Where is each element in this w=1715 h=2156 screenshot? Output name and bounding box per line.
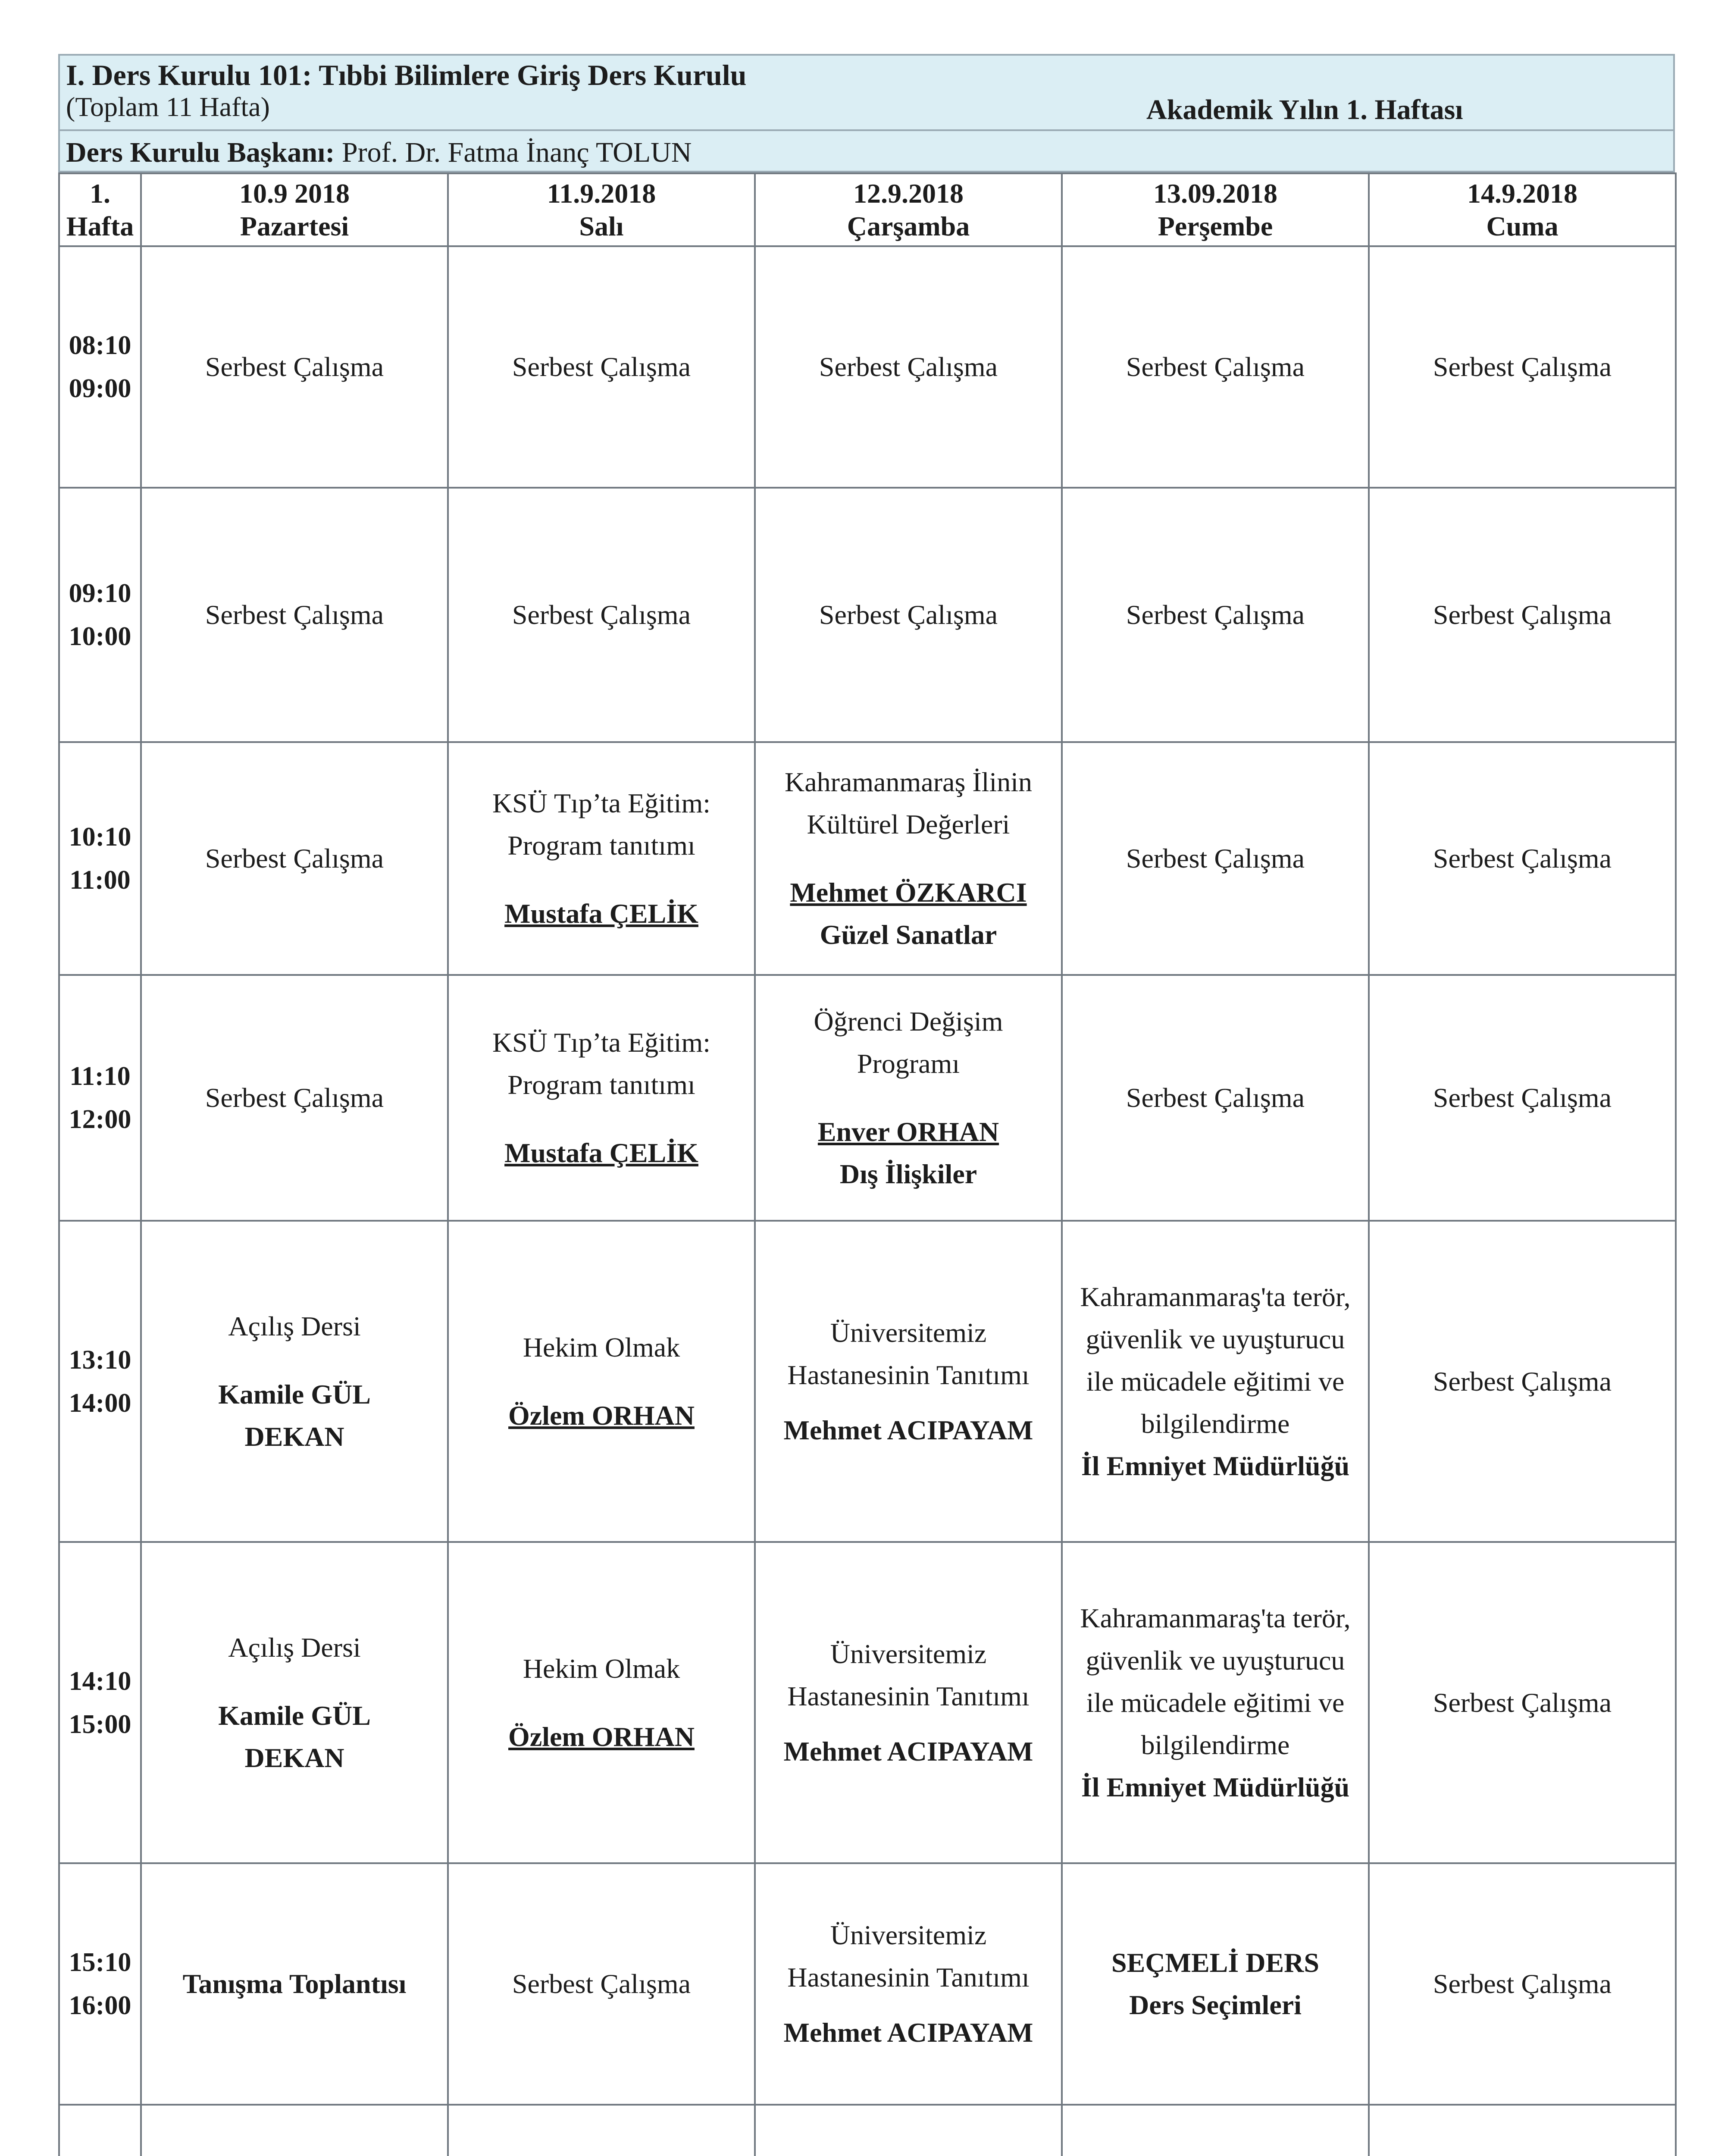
instructor-name: Mehmet ÖZKARCI [790,877,1027,908]
bold-line: SEÇMELİ DERS [1111,1947,1319,1978]
chair-line [66,136,692,169]
activity-line: güvenlik ve uyuşturucu [1086,1323,1345,1354]
activity-line: Serbest Çalışma [1433,843,1612,874]
schedule-cell [755,1863,1062,2105]
activity-line: Program tanıtımı [507,830,695,861]
bold-line: DEKAN [244,1421,344,1452]
activity-line: Serbest Çalışma [205,1082,384,1113]
time-slot [59,975,141,1221]
schedule-cell [448,246,755,488]
activity-line: Serbest Çalışma [1433,1082,1612,1113]
activity-line: Serbest Çalışma [205,599,384,630]
schedule-cell [448,1542,755,1863]
activity-line: Programı [857,1048,960,1079]
instructor-name: Mustafa ÇELİK [504,898,698,929]
schedule-cell [1369,488,1676,742]
slot-start: 08:10 [69,331,131,360]
activity-line: Üniversitemiz [830,1920,987,1950]
activity-line: Hekim Olmak [523,1332,680,1363]
slot-end: 16:00 [69,1991,131,2020]
activity-line: Hekim Olmak [523,1653,680,1684]
schedule-cell [755,2105,1062,2156]
department-name: Güzel Sanatlar [820,919,997,950]
schedule-cell [755,1221,1062,1542]
instructor-name: Enver ORHAN [817,1116,999,1147]
slot-end: 11:00 [69,865,131,895]
slot-end: 14:00 [69,1388,131,1418]
day-header-wednesday [755,173,1062,246]
time-slot-row [59,975,1676,1221]
activity-line: Kahramanmaraş İlinin [785,767,1032,797]
department-name: Dış İlişkiler [839,1159,977,1189]
schedule-cell [755,975,1062,1221]
cell-spacer [756,846,1061,871]
schedule-cell [1369,2105,1676,2156]
schedule-cell [448,488,755,742]
day-header-tuesday [448,173,755,246]
instructor-name: Özlem ORHAN [508,1721,695,1752]
slot-end: 12:00 [69,1105,131,1134]
slot-start: 13:10 [69,1345,131,1375]
day-header-thursday [1062,173,1369,246]
cell-spacer [142,1669,447,1695]
instructor-name: Özlem ORHAN [508,1400,695,1431]
activity-line: Hastanesinin Tanıtımı [787,1359,1030,1390]
slot-end: 09:00 [69,374,131,403]
time-slot-row [59,1221,1676,1542]
cell-spacer [756,1085,1061,1111]
schedule-cell [141,1542,448,1863]
schedule-cell [141,742,448,975]
time-slot [59,2105,141,2156]
schedule-cell [141,2105,448,2156]
activity-line: Program tanıtımı [507,1069,695,1100]
schedule-cell [1369,246,1676,488]
schedule-cell [755,246,1062,488]
cell-spacer [449,1369,754,1395]
schedule-cell [141,1863,448,2105]
bold-line: Mehmet ACIPAYAM [783,2017,1033,2048]
activity-line: Kahramanmaraş'ta terör, [1080,1602,1351,1633]
instructor-name: Mustafa ÇELİK [504,1138,698,1168]
activity-line: Serbest Çalışma [512,351,691,382]
schedule-cell [448,1221,755,1542]
schedule-cell [755,1542,1062,1863]
cell-spacer [756,1396,1061,1409]
bold-line: DEKAN [244,1742,344,1773]
activity-line: Açılış Dersi [228,1632,361,1663]
activity-line: Serbest Çalışma [1433,1687,1612,1718]
time-slot-row [59,2105,1676,2156]
activity-line: Serbest Çalışma [1433,1968,1612,1999]
schedule-cell [1062,1221,1369,1542]
slot-start: 09:10 [69,579,131,608]
activity-line: Kahramanmaraş'ta terör, [1080,1281,1351,1312]
day-name: Çarşamba [847,210,970,241]
activity-line: bilgilendirme [1141,1408,1290,1439]
schedule-cell [1369,1542,1676,1863]
schedule-cell [141,488,448,742]
activity-line: KSÜ Tıp’ta Eğitim: [492,1027,711,1058]
schedule-cell [1062,246,1369,488]
weekly-schedule-table [58,172,1677,2156]
schedule-cell [1062,488,1369,742]
activity-line: Serbest Çalışma [1126,1082,1305,1113]
time-slot-row [59,246,1676,488]
cell-spacer [756,1717,1061,1730]
activity-line: Serbest Çalışma [205,351,384,382]
bold-line: İl Emniyet Müdürlüğü [1081,1450,1350,1481]
activity-line: Serbest Çalışma [1433,1366,1612,1397]
day-name: Perşembe [1158,210,1273,241]
day-name: Cuma [1486,210,1559,241]
activity-line: Serbest Çalışma [1126,843,1305,874]
time-slot-row [59,742,1676,975]
chair-label: Ders Kurulu Başkanı: [66,137,335,168]
schedule-cell [141,1221,448,1542]
schedule-cell [1369,742,1676,975]
time-slot [59,488,141,742]
day-date: 11.9.2018 [547,178,656,209]
academic-week-label: Akademik Yılın 1. Haftası [1146,94,1463,125]
schedule-cell [1062,975,1369,1221]
chair-header [58,129,1675,172]
schedule-cell [1062,742,1369,975]
activity-line: Serbest Çalışma [205,843,384,874]
time-slot-row [59,1542,1676,1863]
time-slot [59,246,141,488]
activity-line: Üniversitemiz [830,1638,987,1669]
schedule-cell [755,742,1062,975]
cell-spacer [449,1690,754,1716]
activity-line: ile mücadele eğitimi ve [1086,1687,1345,1718]
day-header-monday [141,173,448,246]
schedule-cell [1062,1542,1369,1863]
activity-line: Serbest Çalışma [1126,351,1305,382]
week-word: Hafta [66,210,134,241]
course-duration: (Toplam 11 Hafta) [66,91,270,122]
schedule-cell [1369,1221,1676,1542]
day-date: 14.9.2018 [1467,178,1577,209]
day-date: 12.9.2018 [853,178,964,209]
day-date: 10.9 2018 [239,178,350,209]
course-title: I. Ders Kurulu 101: Tıbbi Bilimlere Giriş Ders Kurulu [66,59,747,91]
activity-line: Üniversitemiz [830,1317,987,1348]
bold-line: Kamile GÜL [218,1700,371,1731]
cell-spacer [449,867,754,893]
day-header-friday [1369,173,1676,246]
activity-line: Kültürel Değerleri [807,809,1010,840]
schedule-cell [755,488,1062,742]
activity-line: KSÜ Tıp’ta Eğitim: [492,788,711,818]
time-slot [59,1863,141,2105]
schedule-cell [448,2105,755,2156]
slot-start: 10:10 [69,822,131,852]
chair-name: Prof. Dr. Fatma İnanç TOLUN [341,137,692,168]
activity-line: Serbest Çalışma [819,351,998,382]
bold-line: İl Emniyet Müdürlüğü [1081,1771,1350,1802]
activity-line: Öğrenci Değişim [814,1006,1003,1037]
activity-line: Serbest Çalışma [819,599,998,630]
time-slot [59,1221,141,1542]
bold-line: Mehmet ACIPAYAM [783,1736,1033,1767]
activity-line: Serbest Çalışma [512,1968,691,1999]
bold-line: Kamile GÜL [218,1379,371,1410]
schedule-cell [141,246,448,488]
schedule-cell [448,975,755,1221]
schedule-cell [1369,1863,1676,2105]
activity-line: Serbest Çalışma [1433,599,1612,630]
activity-line: Serbest Çalışma [1126,599,1305,630]
schedule-cell [448,1863,755,2105]
bold-line: Tanışma Toplantısı [182,1968,407,1999]
cell-spacer [756,1999,1061,2012]
schedule-body [59,246,1676,2156]
schedule-cell [1062,2105,1369,2156]
activity-line: Hastanesinin Tanıtımı [787,1680,1030,1711]
bold-line: Mehmet ACIPAYAM [783,1414,1033,1445]
time-slot [59,742,141,975]
cell-spacer [142,1348,447,1373]
slot-start: 11:10 [69,1062,131,1091]
slot-end: 10:00 [69,622,131,651]
time-slot [59,1542,141,1863]
activity-line: bilgilendirme [1141,1729,1290,1760]
activity-line: Hastanesinin Tanıtımı [787,1962,1030,1993]
slot-end: 15:00 [69,1709,131,1739]
activity-line: güvenlik ve uyuşturucu [1086,1645,1345,1676]
week-header [59,173,141,246]
activity-line: Serbest Çalışma [512,599,691,630]
slot-start: 15:10 [69,1948,131,1977]
schedule-cell [141,975,448,1221]
activity-line: Açılış Dersi [228,1310,361,1341]
activity-line: ile mücadele eğitimi ve [1086,1366,1345,1397]
slot-start: 14:10 [69,1666,131,1696]
schedule-cell [1369,975,1676,1221]
week-number: 1. [90,178,110,209]
course-header [58,54,1675,133]
day-date: 13.09.2018 [1153,178,1277,209]
time-slot-row [59,1863,1676,2105]
day-name: Salı [579,210,624,241]
cell-spacer [449,1106,754,1132]
schedule-cell [448,742,755,975]
time-slot-row [59,488,1676,742]
day-name: Pazartesi [240,210,349,241]
bold-line: Ders Seçimleri [1129,1990,1302,2020]
schedule-cell [1062,1863,1369,2105]
header-row [59,173,1676,246]
activity-line: Serbest Çalışma [1433,351,1612,382]
